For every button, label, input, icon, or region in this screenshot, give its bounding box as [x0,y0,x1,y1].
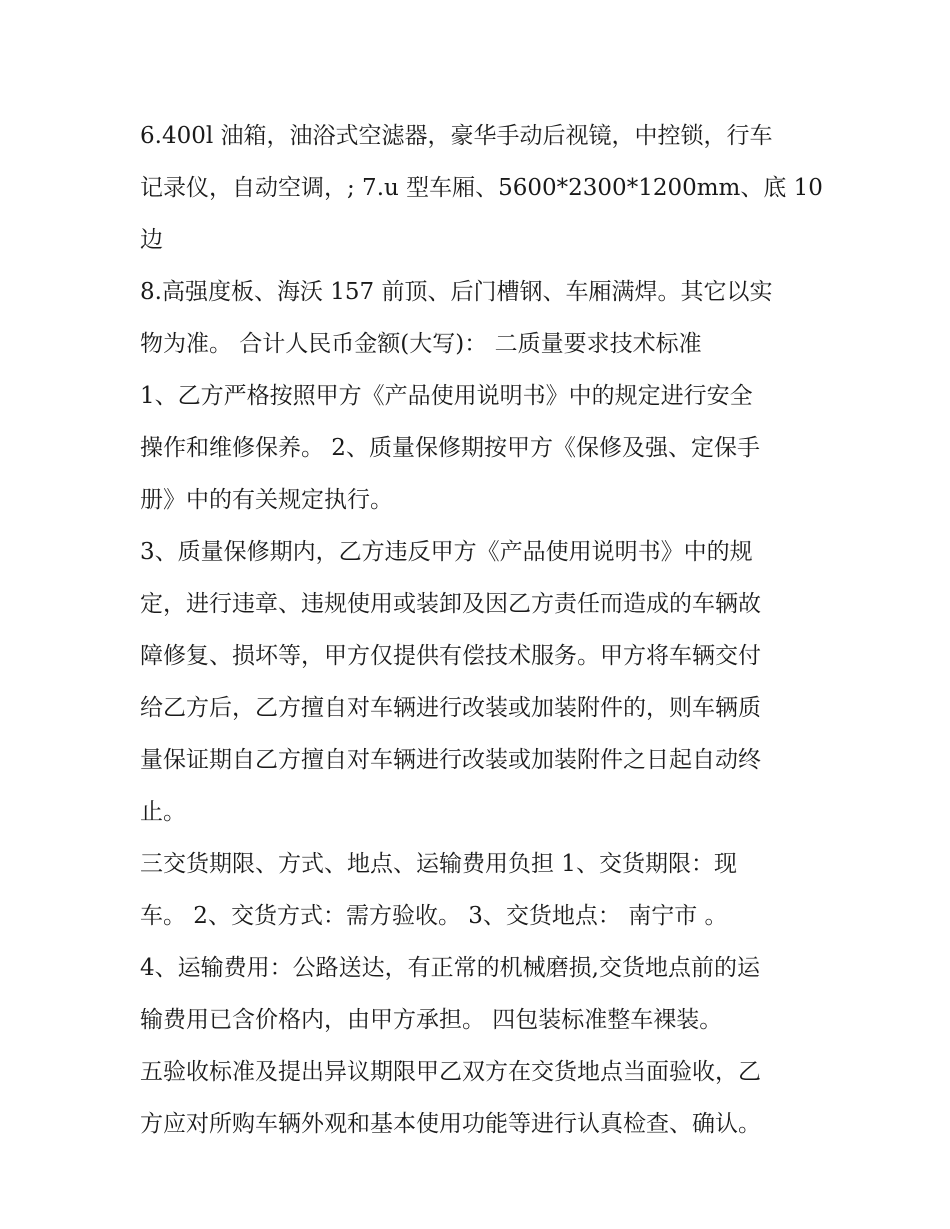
text-line: 物为准。 合计人民币金额(大写)： 二质量要求技术标准 [140,331,702,357]
text-line: 车。 2、交货方式：需方验收。 3、交货地点： 南宁市 。 [140,903,728,929]
text-line: 止。 [140,799,186,825]
text-line: 输费用已含价格内，由甲方承担。 四包装标准整车裸装。 [140,1007,723,1033]
text-line: 五验收标准及提出异议期限甲乙双方在交货地点当面验收，乙 [140,1059,761,1085]
document-body [140,110,823,1150]
text-line: 6.400l 油箱，油浴式空滤器，豪华手动后视镜，中控锁，行车 [140,123,773,149]
text-line: 边 [140,227,163,253]
text-line: 障修复、损坏等，甲方仅提供有偿技术服务。甲方将车辆交付 [140,643,761,669]
text-line: 记录仪，自动空调，; 7.u 型车厢、5600*2300*1200mm、底 10 [140,175,823,201]
text-line: 定，进行违章、违规使用或装卸及因乙方责任而造成的车辆故 [140,591,761,617]
text-line: 3、质量保修期内，乙方违反甲方《产品使用说明书》中的规 [140,539,753,565]
text-line: 给乙方后，乙方擅自对车辆进行改装或加装附件的，则车辆质 [140,695,761,721]
text-line: 8.高强度板、海沃 157 前顶、后门槽钢、车厢满焊。其它以实 [140,279,773,305]
text-line: 量保证期自乙方擅自对车辆进行改装或加装附件之日起自动终 [140,747,761,773]
text-line: 4、运输费用：公路送达，有正常的机械磨损,交货地点前的运 [140,955,760,981]
text-line: 方应对所购车辆外观和基本使用功能等进行认真检查、确认。 [140,1111,761,1137]
text-line: 册》中的有关规定执行。 [140,487,393,513]
text-line: 1、乙方严格按照甲方《产品使用说明书》中的规定进行安全 [140,383,753,409]
text-line: 三交货期限、方式、地点、运输费用负担 1、交货期限：现 [140,851,737,877]
text-line: 操作和维修保养。 2、质量保修期按甲方《保修及强、定保手 [140,435,760,461]
